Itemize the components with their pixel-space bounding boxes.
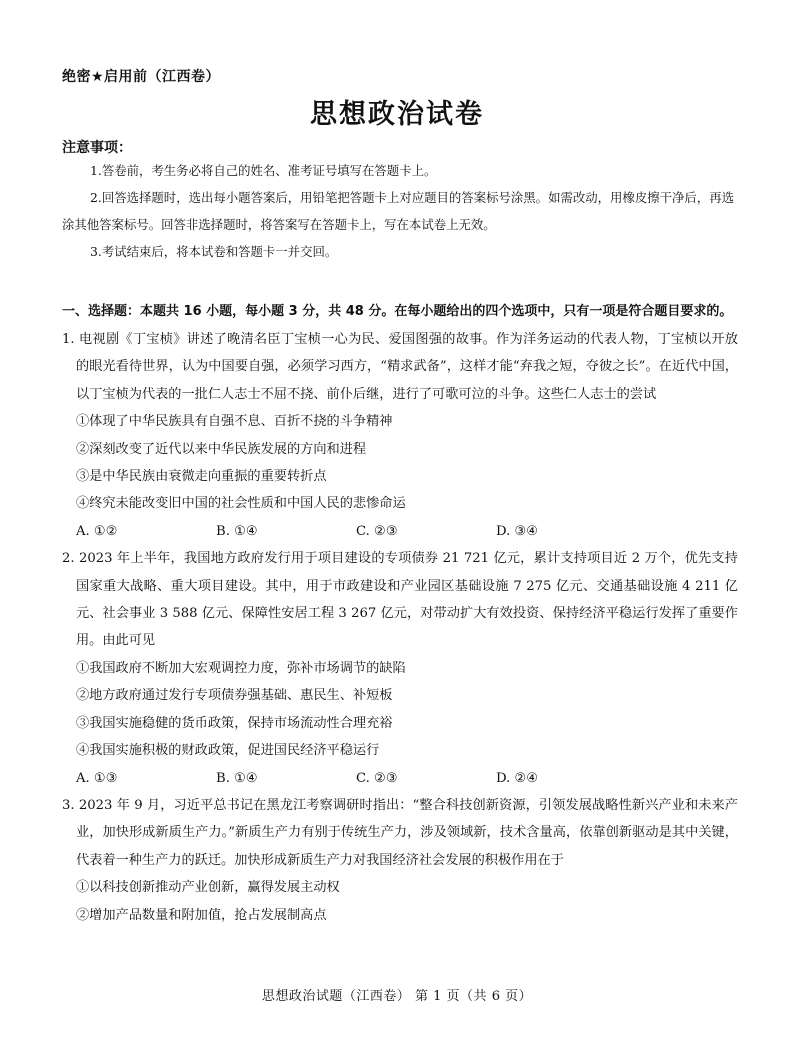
answer-choice-d: D. ②④ (496, 770, 539, 786)
notice-item: 3.考试结束后，将本试卷和答题卡一并交回。 (90, 244, 338, 259)
question-3 (62, 792, 738, 929)
section-heading: 一、选择题：本题共 16 小题，每小题 3 分，共 48 分。在每小题给出的四个选项中，只有一项是符合题目要求的。 (62, 304, 733, 319)
confidential-label: 绝密★启用前（江西卷） (62, 69, 221, 85)
answer-choice-c: C. ②③ (356, 523, 398, 539)
answer-choice-a: A. ①③ (76, 770, 118, 786)
question-option: ③我国实施稳健的货币政策，保持市场流动性合理充裕 (76, 715, 393, 731)
question-option: ②地方政府通过发行专项债券强基础、惠民生、补短板 (76, 688, 393, 704)
question-stem: 1. 电视剧《丁宝桢》讲述了晚清名臣丁宝桢一心为民、爱国图强的故事。作为洋务运动的代表人物，丁宝桢以开放的眼光看待世界，认为中国要自强，必须学习西方，“精求武备”，这样才能“弃我之短，夺彼之长”。在近代中国，以丁宝桢为代表的一批仁人志士不屈不挠、前仆后继，进行了可歌可泣的斗争。这些仁人志士的尝试 (62, 332, 738, 402)
question-option: ①我国政府不断加大宏观调控力度，弥补市场调节的缺陷 (76, 660, 406, 676)
answer-choice-b: B. ①④ (216, 770, 258, 786)
question-2 (62, 545, 738, 792)
question-option: ①以科技创新推动产业创新，赢得发展主动权 (76, 880, 340, 896)
question-1 (62, 326, 738, 545)
answer-choices (62, 518, 738, 545)
question-stem: 3. 2023 年 9 月，习近平总书记在黑龙江考察调研时指出：“整合科技创新资源，引领发展战略性新兴产业和未来产业，加快形成新质生产力。”新质生产力有别于传统生产力，涉及领域新，技术含量高，依靠创新驱动是其中关键，代表着一种生产力的跃迁。加快形成新质生产力对我国经济社会发展的积极作用在于 (62, 797, 738, 868)
answer-choice-d: D. ③④ (496, 523, 539, 539)
question-option: ④我国实施积极的财政政策，促进国民经济平稳运行 (76, 743, 380, 759)
notice-heading: 注意事项： (62, 140, 132, 156)
notice-item: 1.答卷前，考生务必将自己的姓名、准考证号填写在答题卡上。 (90, 163, 437, 178)
answer-choices (62, 765, 738, 792)
question-option: ②增加产品数量和附加值，抢占发展制高点 (76, 907, 327, 923)
answer-choice-b: B. ①④ (216, 523, 258, 539)
answer-choice-c: C. ②③ (356, 770, 398, 786)
question-option: ②深刻改变了近代以来中华民族发展的方向和进程 (76, 441, 367, 457)
question-option: ④终究未能改变旧中国的社会性质和中国人民的悲惨命运 (76, 496, 406, 512)
question-option: ③是中华民族由衰微走向重振的重要转折点 (76, 469, 327, 485)
question-list (62, 326, 738, 929)
question-option: ①体现了中华民族具有自强不息、百折不挠的斗争精神 (76, 414, 393, 430)
question-stem: 2. 2023 年上半年，我国地方政府发行用于项目建设的专项债券 21 721 亿元，累计支持项目近 2 万个，优先支持国家重大战略、重大项目建设。其中，用于市政建设和产业园区基础设施 7 275 亿元、交通基础设施 4 211 亿元、社会事业 3 588 亿元、保障性安居工程 3 267 亿元，对带动扩大有效投资、保持经济平稳运行发挥了重要作用。由此可见 (62, 551, 738, 649)
answer-choice-a: A. ①② (76, 523, 118, 539)
page-footer: 思想政治试题（江西卷） 第 1 页（共 6 页） (261, 989, 533, 1004)
page-title: 思想政治试卷 (310, 99, 484, 130)
notice-item: 2.回答选择题时，选出每小题答案后，用铅笔把答题卡上对应题目的答案标号涂黑。如需改动，用橡皮擦干净后，再选涂其他答案标号。回答非选择题时，将答案写在答题卡上，写在本试卷上无效。 (62, 190, 734, 232)
notice-list (62, 157, 734, 265)
